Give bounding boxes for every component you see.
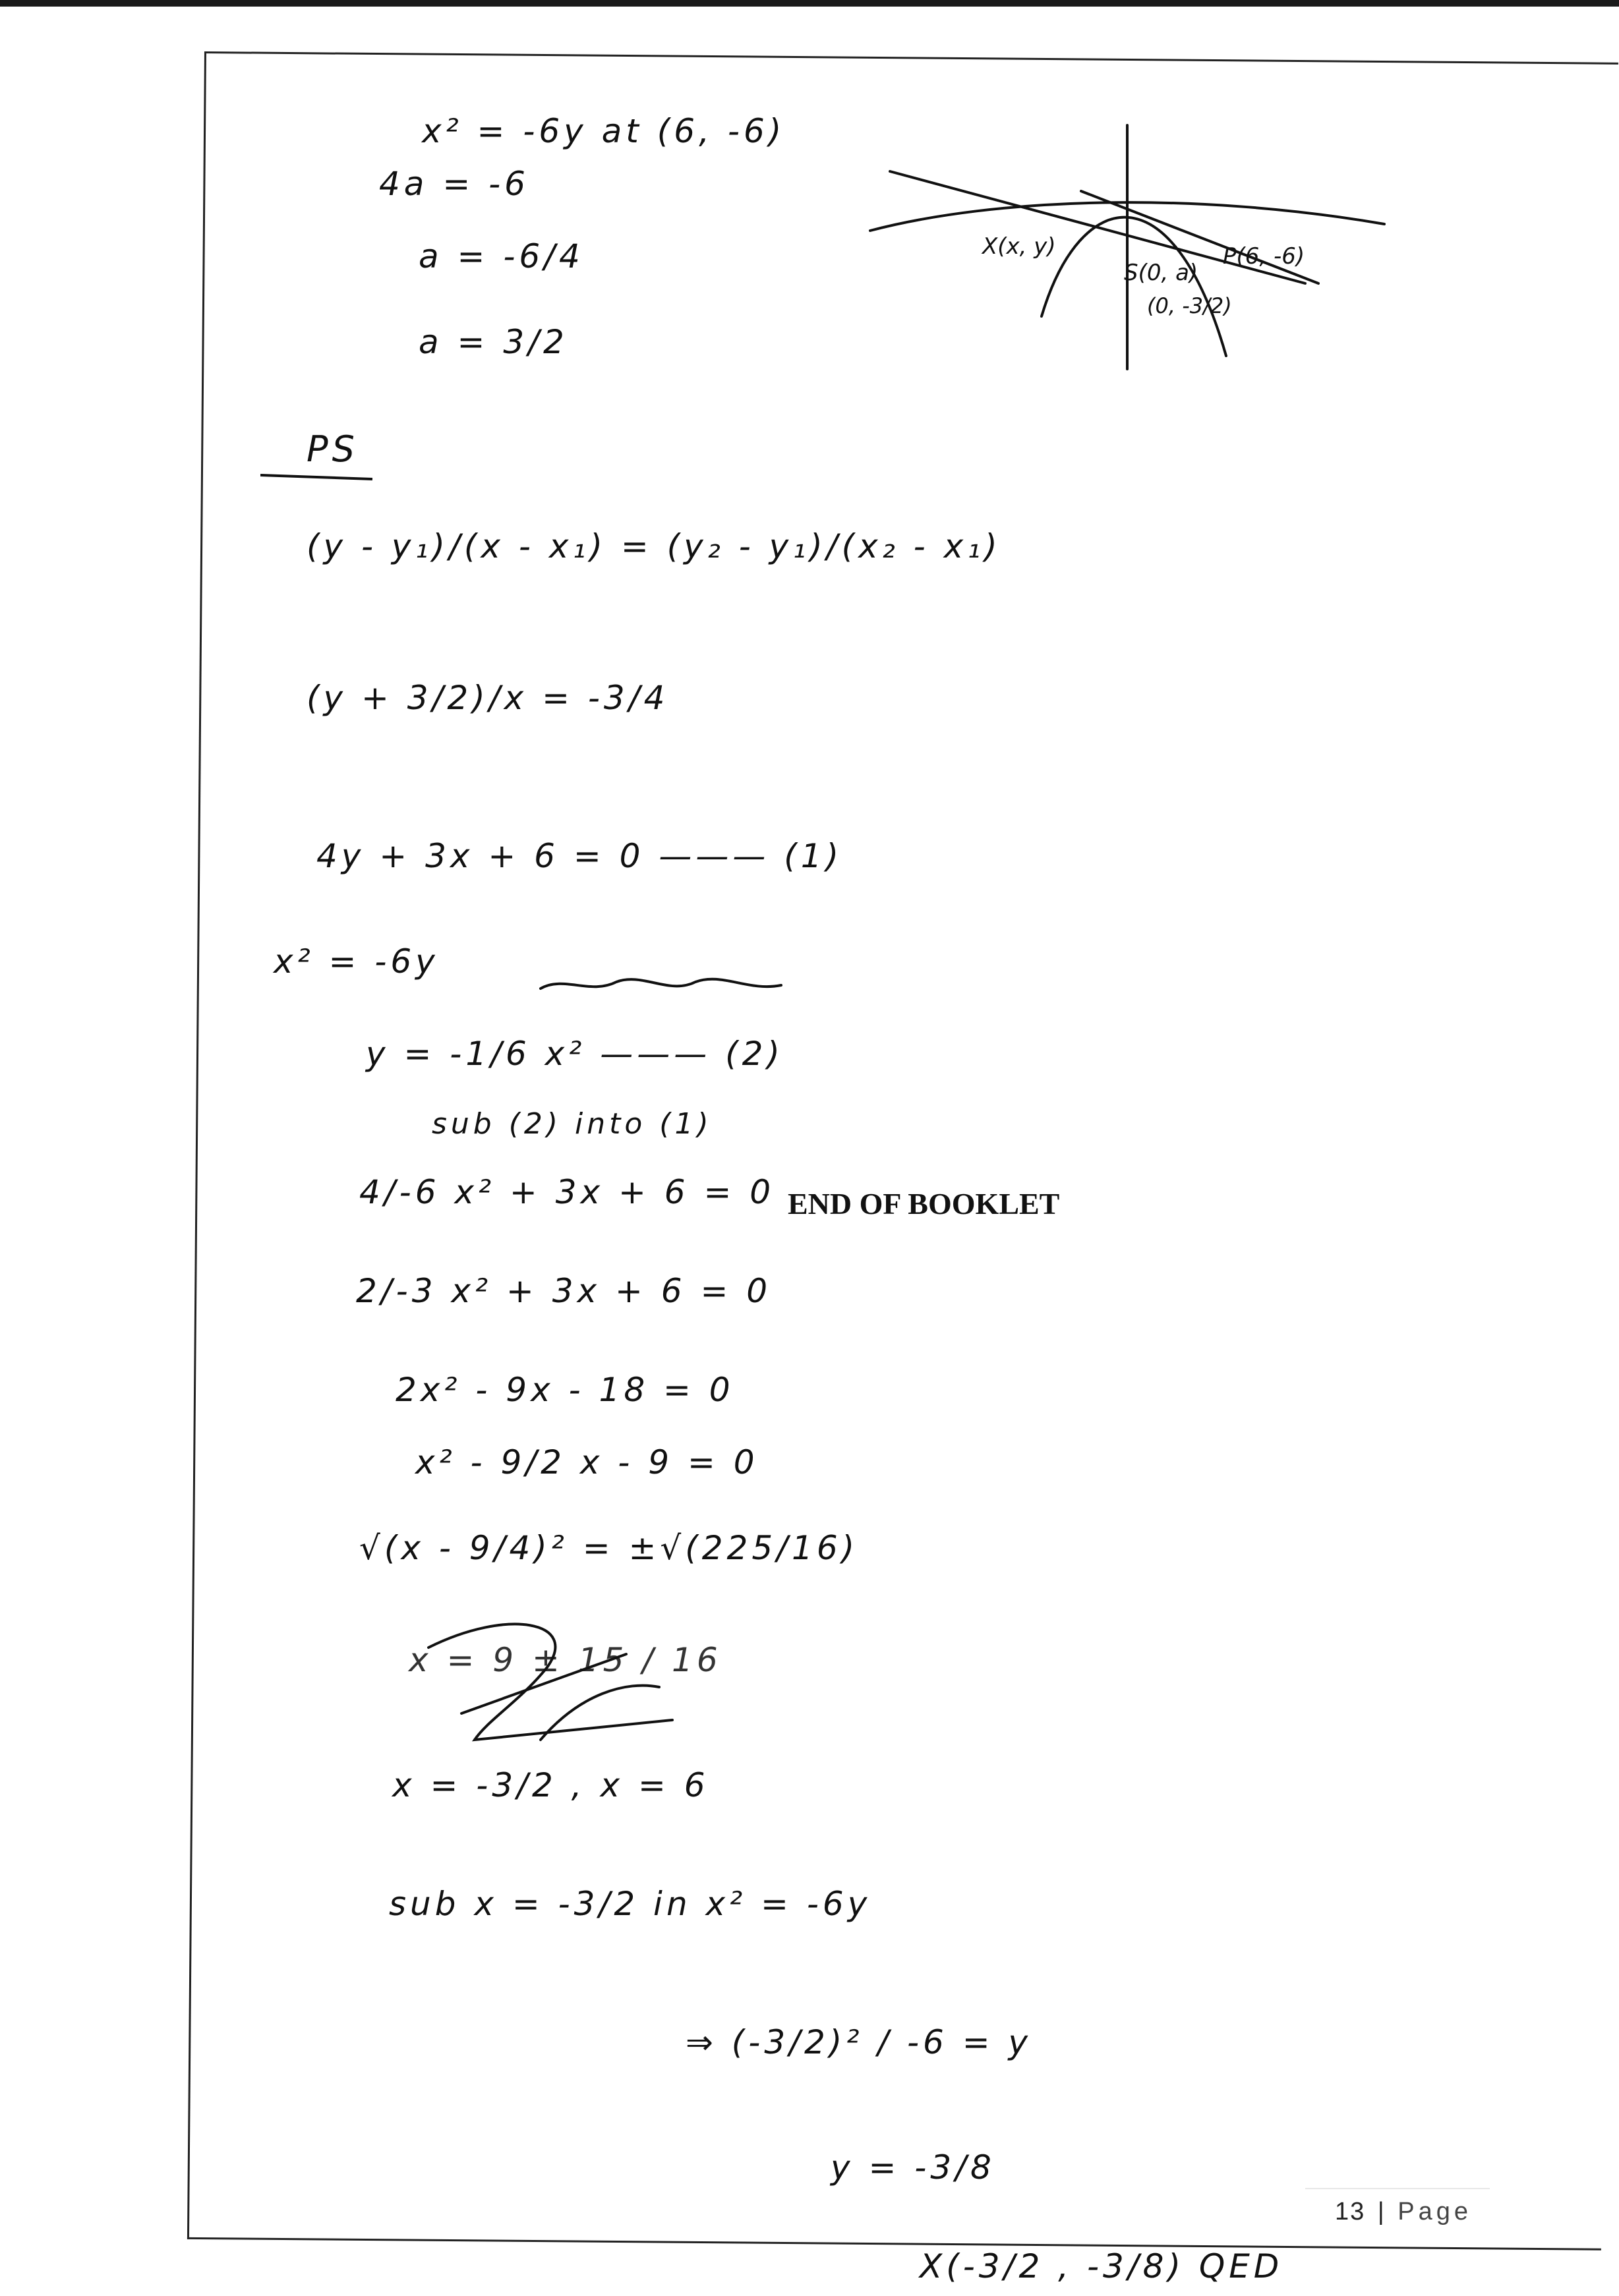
work-line-06: (y + 3/2)/x = -3/4 — [307, 679, 669, 717]
work-line-04: a = 3/2 — [419, 323, 568, 361]
work-line-20: y = -3/8 — [831, 2148, 995, 2187]
work-line-13: 2x² - 9x - 18 = 0 — [396, 1371, 734, 1409]
work-line-08: x² = -6y — [274, 942, 439, 981]
end-of-booklet-marker: END OF BOOKLET — [788, 1187, 1060, 1220]
sketch-label-x: X(x, y) — [982, 233, 1056, 260]
work-line-12: 2/-3 x² + 3x + 6 = 0 — [356, 1272, 772, 1310]
work-line-07: 4y + 3x + 6 = 0 ——— (1) — [316, 837, 843, 875]
footer-rule — [1305, 2188, 1490, 2189]
work-line-21: X(-3/2 , -3/8) QED — [920, 2247, 1283, 2285]
sketch-label-s: S(0, a) — [1124, 260, 1198, 286]
work-line-10: sub (2) into (1) — [432, 1107, 713, 1141]
work-line-17: x = -3/2 , x = 6 — [392, 1766, 709, 1804]
scribble-crossout — [537, 969, 788, 1002]
work-line-09: y = -1/6 x² ——— (2) — [366, 1035, 784, 1073]
work-line-16: x = 9 ± 15 / 16 — [409, 1641, 722, 1679]
page-footer — [1335, 2198, 1472, 2226]
work-line-05: (y - y₁)/(x - x₁) = (y₂ - y₁)/(x₂ - x₁) — [307, 527, 1001, 565]
work-line-15: √(x - 9/4)² = ±√(225/16) — [359, 1529, 859, 1567]
work-line-02: 4a = -6 — [379, 165, 529, 203]
work-line-03: a = -6/4 — [419, 237, 584, 275]
work-line-19: ⇒ (-3/2)² / -6 = y — [686, 2023, 1032, 2061]
work-line-01: x² = -6y at (6, -6) — [422, 112, 786, 150]
parabola-sketch — [864, 119, 1391, 369]
page-number: 13 — [1335, 2198, 1366, 2225]
work-line-14: x² - 9/2 x - 9 = 0 — [415, 1443, 759, 1481]
scribble-crossout-large — [409, 1608, 725, 1753]
heading-ps: PS — [307, 428, 359, 470]
page-separator: | — [1377, 2198, 1386, 2225]
page-label: Page — [1398, 2198, 1473, 2225]
work-line-18: sub x = -3/2 in x² = -6y — [389, 1885, 871, 1923]
sketch-label-p: P(6, -6) — [1223, 243, 1305, 270]
work-line-11: 4/-6 x² + 3x + 6 = 0 — [359, 1173, 775, 1211]
sketch-label-s2: (0, -3/2) — [1147, 293, 1232, 318]
scan-edge — [0, 0, 1619, 7]
